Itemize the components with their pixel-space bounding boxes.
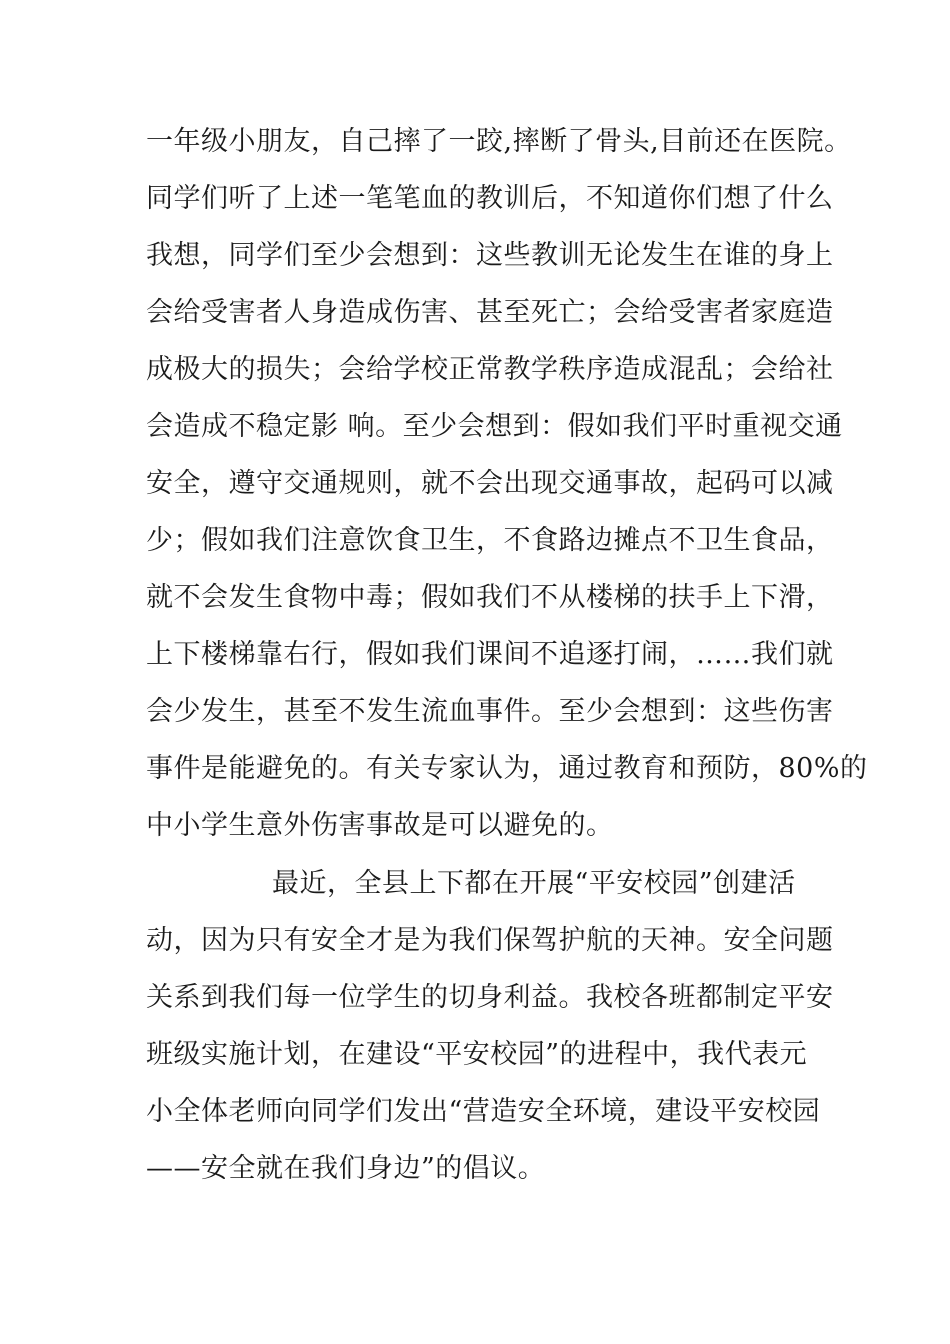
paragraph-1-line-13: 中小学生意外伤害事故是可以避免的。 (146, 810, 614, 841)
paragraph-2-line-1: 最近，全县上下都在开展“平安校园”创建活 (272, 868, 796, 899)
paragraph-1-line-10: 上下楼梯靠右行，假如我们课间不追逐打闹，……我们就 (146, 639, 834, 670)
paragraph-2-line-5: 小全体老师向同学们发出“营造安全环境，建设平安校园 (146, 1096, 821, 1127)
paragraph-1-line-5: 成极大的损失；会给学校正常教学秩序造成混乱；会给社 (146, 354, 834, 385)
paragraph-2-line-6: ——安全就在我们身边”的倡议。 (146, 1153, 546, 1184)
paragraph-2-line-4: 班级实施计划，在建设“平安校园”的进程中，我代表元 (146, 1039, 808, 1070)
paragraph-1-line-2: 同学们听了上述一笔笔血的教训后，不知道你们想了什么 (146, 183, 834, 214)
paragraph-1-line-9: 就不会发生食物中毒；假如我们不从楼梯的扶手上下滑， (146, 582, 834, 613)
paragraph-1-line-1: 一年级小朋友，自己摔了一跤,摔断了骨头,目前还在医院。 (146, 126, 852, 157)
paragraph-2-line-2: 动，因为只有安全才是为我们保驾护航的天神。安全问题 (146, 925, 834, 956)
paragraph-1-line-3: 我想，同学们至少会想到：这些教训无论发生在谁的身上 (146, 240, 834, 271)
paragraph-1-line-11: 会少发生，甚至不发生流血事件。至少会想到：这些伤害 (146, 696, 834, 727)
paragraph-1-line-6: 会造成不稳定影 响。至少会想到：假如我们平时重视交通 (146, 411, 843, 442)
paragraph-1-line-7: 安全，遵守交通规则，就不会出现交通事故，起码可以减 (146, 468, 834, 499)
paragraph-1-line-4: 会给受害者人身造成伤害、甚至死亡；会给受害者家庭造 (146, 297, 834, 328)
paragraph-2-line-3: 关系到我们每一位学生的切身利益。我校各班都制定平安 (146, 982, 834, 1013)
paragraph-1-line-8: 少；假如我们注意饮食卫生，不食路边摊点不卫生食品， (146, 525, 834, 556)
paragraph-1-line-12: 事件是能避免的。有关专家认为，通过教育和预防，80%的 (146, 753, 868, 784)
